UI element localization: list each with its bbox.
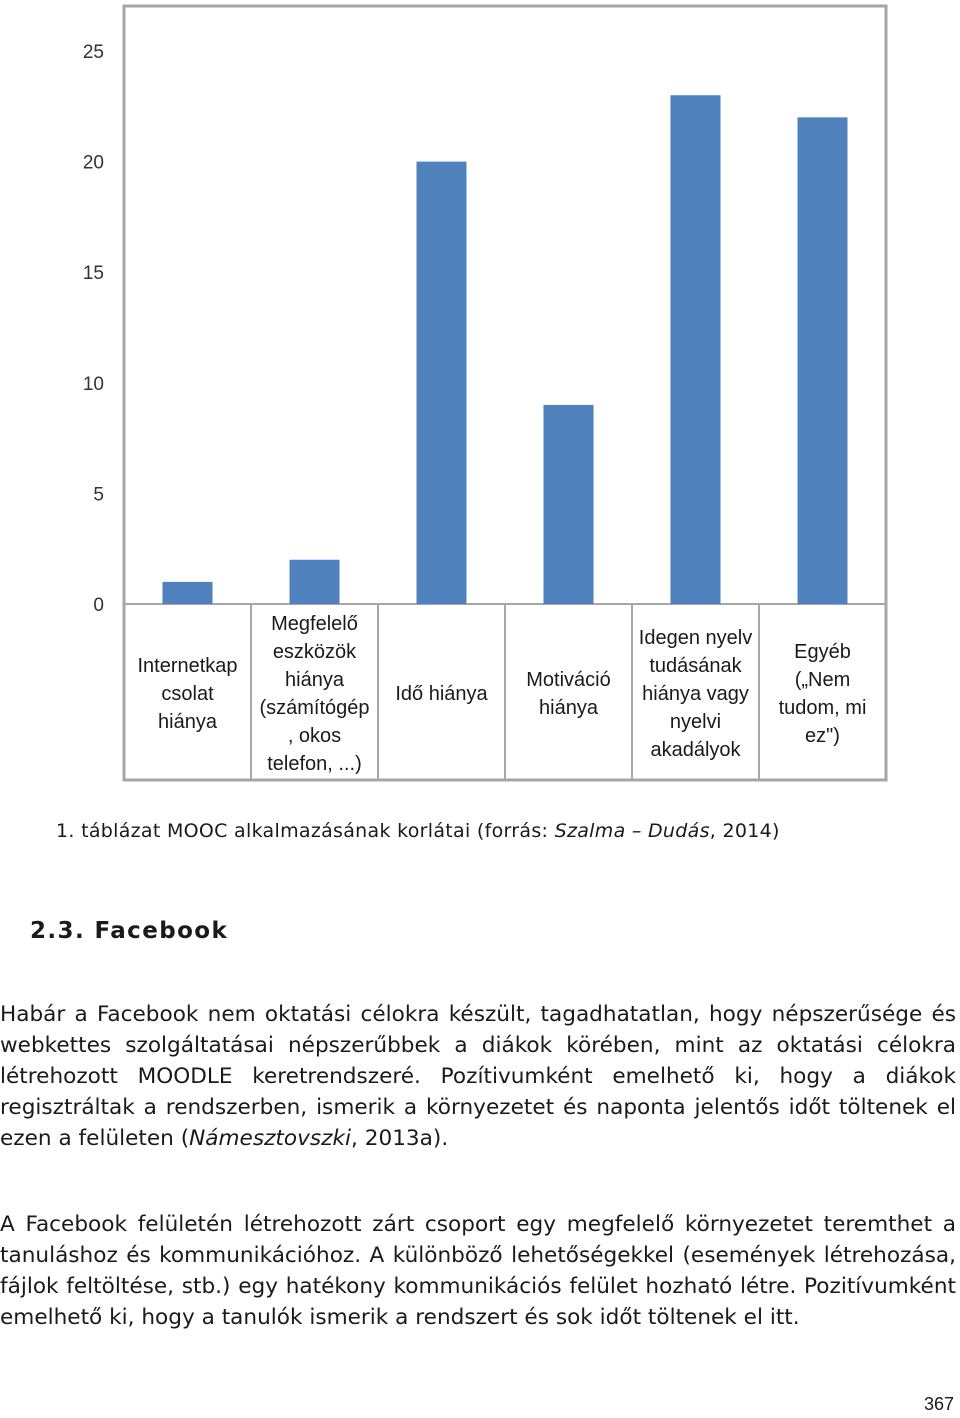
page-number: 367 (923, 1394, 954, 1414)
bars (163, 95, 848, 604)
y-tick-label: 20 (82, 152, 104, 174)
bar (163, 582, 213, 604)
bar (671, 95, 721, 604)
paragraph-2: A Facebook felületén létrehozott zárt csoport egy megfelelő környezetet teremthet a tanuláshoz és kommunikációhoz. A különböző lehetőségekkel (események létrehozása, fájlok feltöltése, stb.) egy hatékony kommunikációs felület hozható létre. Pozitívumként emelhető ki, hogy a tanulók ismerik a rendszert és sok időt töltenek el itt. (0, 1211, 956, 1330)
figure-caption (56, 820, 780, 842)
bar (417, 162, 467, 604)
paragraph-1-end: , 2013a). (350, 1125, 449, 1151)
chart-frame (124, 6, 886, 780)
category-label: Idő hiánya (395, 683, 488, 705)
y-tick-label: 15 (82, 263, 104, 285)
category-label: Egyéb („Nem tudom, mi ez") (778, 641, 867, 747)
category-labels (137, 613, 866, 775)
paragraph-1 (0, 999, 956, 1154)
paragraph-1-citation: Námesztovszki (189, 1125, 351, 1151)
y-tick-label: 25 (82, 42, 104, 63)
section-heading: 2.3. Facebook (30, 918, 229, 944)
category-label: Motiváció hiánya (526, 669, 611, 719)
bar (544, 405, 594, 604)
paragraph-1-text: Habár a Facebook nem oktatási célokra készült, tagadhatatlan, hogy népszerűsége és webkettes szolgáltatásai népszerűbbek a diákok körében, mint az oktatási célokra létrehozott MOODLE keretrendszeré. Pozítivumként emelhető ki, hogy a diákok regisztráltak a rendszerben, ismerik a környezetet és naponta jelentős időt töltenek el ezen a felületen ( (0, 1001, 956, 1151)
y-tick-label: 0 (93, 595, 104, 616)
caption-suffix: , 2014) (709, 820, 780, 842)
category-label: Idegen nyelv tudásának hiánya vagy nyelvi akadályok (638, 627, 753, 761)
y-tick-label: 10 (82, 373, 104, 395)
category-label: Internetkap csolat hiánya (137, 655, 238, 733)
bar (290, 560, 340, 604)
caption-authors: Szalma – Dudás (554, 820, 710, 842)
y-tick-label: 5 (93, 484, 104, 506)
bar (798, 117, 848, 604)
caption-prefix: 1. táblázat MOOC alkalmazásának korlátai (forrás: (56, 820, 555, 842)
y-axis-ticks (83, 42, 104, 616)
category-label: Megfelelő eszközök hiánya (számítógép , okos telefon, ...) (259, 613, 370, 775)
